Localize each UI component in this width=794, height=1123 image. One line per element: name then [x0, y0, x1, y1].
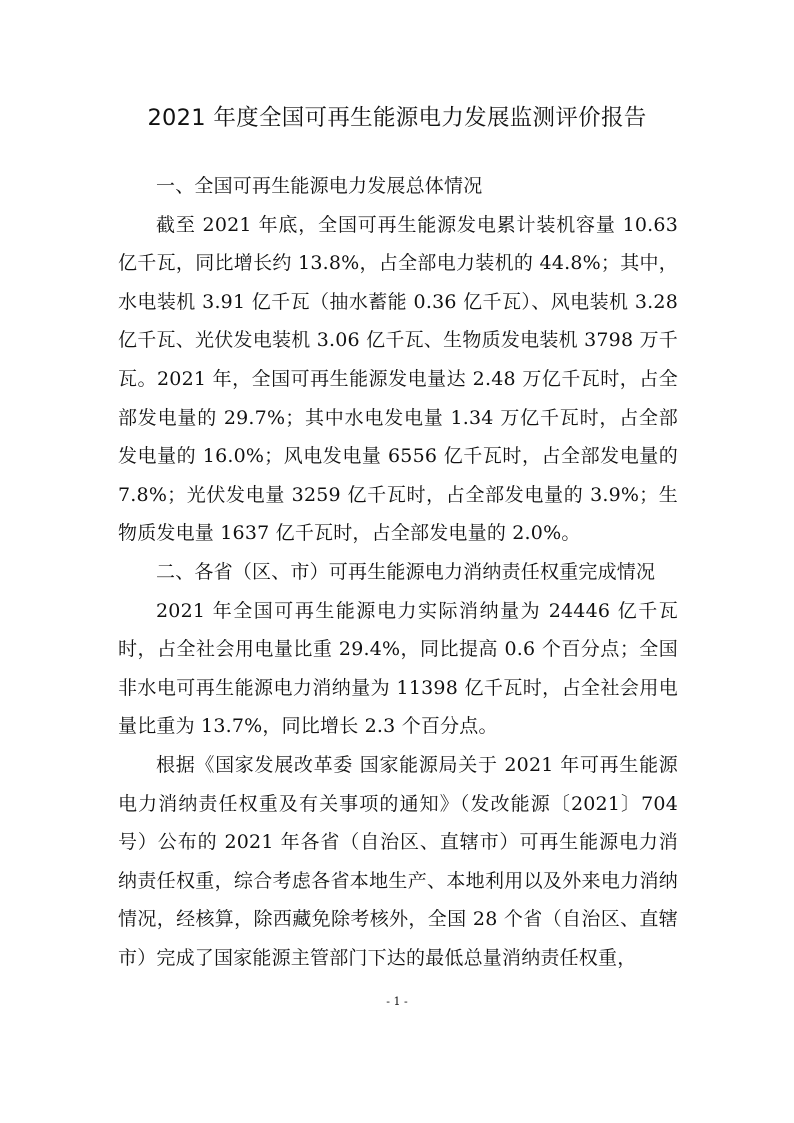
section-2-paragraph-2: 根据《国家发展改革委 国家能源局关于 2021 年可再生能源电力消纳责任权重及有关事项的通知》（发改能源〔2021〕704 号）公布的 2021 年各省（自治区、直辖市）可再生能源电力消纳责任权重，综合考虑各省本地生产、本地利用以及外来电力消纳情况，经核算，除西藏免除考核外，全国 28 个省（自治区、直辖市）完成了国家能源主管部门下达的最低总量消纳责任权重， [118, 753, 678, 969]
section-2-heading: 二、各省（区、市）可再生能源电力消纳责任权重完成情况 [156, 560, 656, 583]
document-title: 2021 年度全国可再生能源电力发展监测评价报告 [147, 105, 647, 131]
section-1-paragraph: 截至 2021 年底，全国可再生能源发电累计装机容量 10.63 亿千瓦，同比增长约 13.8%，占全部电力装机的 44.8%；其中，水电装机 3.91 亿千瓦（抽水蓄能 0.36 亿千瓦）、风电装机 3.28 亿千瓦、光伏发电装机 3.06 亿千瓦、生物质发电装机 3798 万千瓦。2021 年，全国可再生能源发电量达 2.48 万亿千瓦时，占全部发电量的 29.7%；其中水电发电量 1.34 万亿千瓦时，占全部发电量的 16.0%；风电发电量 6556 亿千瓦时，占全部发电量的 7.8%；光伏发电量 3259 亿千瓦时，占全部发电量的 3.9%；生物质发电量 1637 亿千瓦时，占全部发电量的 2.0%。 [118, 213, 678, 545]
section-1-heading: 一、全国可再生能源电力发展总体情况 [156, 175, 483, 197]
page-number: - 1 - [386, 995, 408, 1008]
document-body [118, 167, 678, 977]
section-2-paragraph-1: 2021 年全国可再生能源电力实际消纳量为 24446 亿千瓦时，占全社会用电量比重 29.4%，同比提高 0.6 个百分点；全国非水电可再生能源电力消纳量为 11398 亿千瓦时，占全社会用电量比重为 13.7%，同比增长 2.3 个百分点。 [118, 599, 678, 738]
